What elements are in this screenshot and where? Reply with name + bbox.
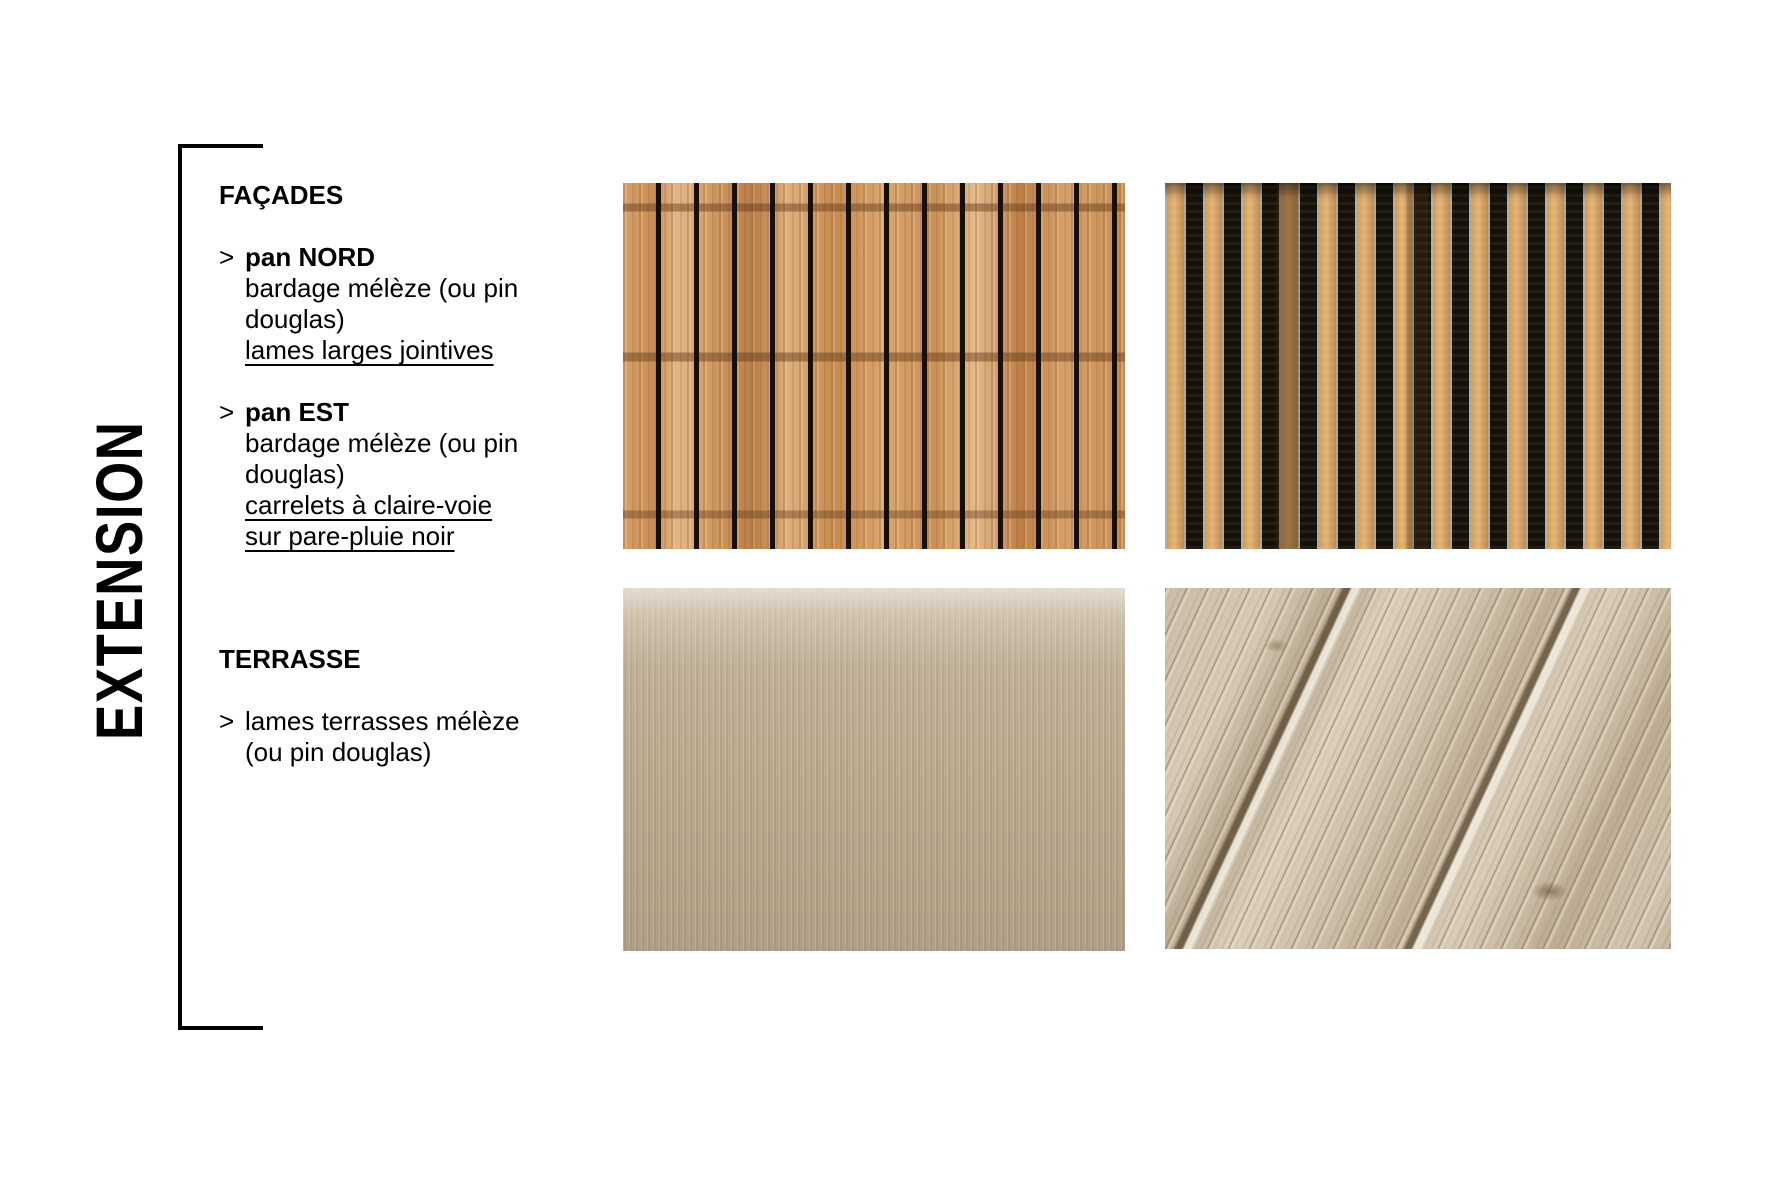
item-line-ou-pin-douglas: (ou pin douglas) <box>245 737 432 767</box>
section-heading-terrasse: TERRASSE <box>219 644 361 674</box>
item-line-wrap <box>219 490 619 521</box>
item-line-wrap <box>219 335 619 366</box>
item-line-lames-jointives: lames larges jointives <box>245 335 494 365</box>
page-title-extension: EXTENSION <box>82 420 156 740</box>
item-title-pan-nord: pan NORD <box>245 242 375 272</box>
photo-lames-terrasse-perspective <box>623 588 1125 951</box>
bullet-chevron: > <box>219 397 235 427</box>
item-line-wrap <box>219 521 619 552</box>
photo-bardage-claire-voie-pare-pluie-noir <box>1165 183 1671 549</box>
facade-item-pan-nord <box>219 242 619 366</box>
facade-item-pan-est <box>219 397 619 552</box>
item-line-bardage: bardage mélèze (ou pin douglas) <box>245 428 519 489</box>
item-title-line <box>219 397 619 428</box>
item-title-line <box>219 706 619 737</box>
bracket-line-bottom <box>178 1026 263 1030</box>
item-title-line <box>219 242 619 273</box>
item-line-bardage: bardage mélèze (ou pin douglas) <box>245 273 519 334</box>
terrasse-item-lames <box>219 706 619 768</box>
bracket-line-top <box>178 144 263 148</box>
section-heading-facades: FAÇADES <box>219 180 344 210</box>
photo-lames-terrasse-gros-plan <box>1165 588 1671 949</box>
bullet-chevron: > <box>219 242 235 272</box>
bullet-chevron: > <box>219 706 235 736</box>
item-line-pare-pluie-noir: sur pare-pluie noir <box>245 521 455 551</box>
item-title-pan-est: pan EST <box>245 397 350 427</box>
photo-bardage-lames-larges-jointives <box>623 183 1125 549</box>
bracket-line-vertical <box>178 144 182 1030</box>
materials-text-column <box>219 180 619 768</box>
item-line-carrelets-claire-voie: carrelets à claire-voie <box>245 490 493 520</box>
item-line-lames-terrasses: lames terrasses mélèze <box>245 706 520 736</box>
